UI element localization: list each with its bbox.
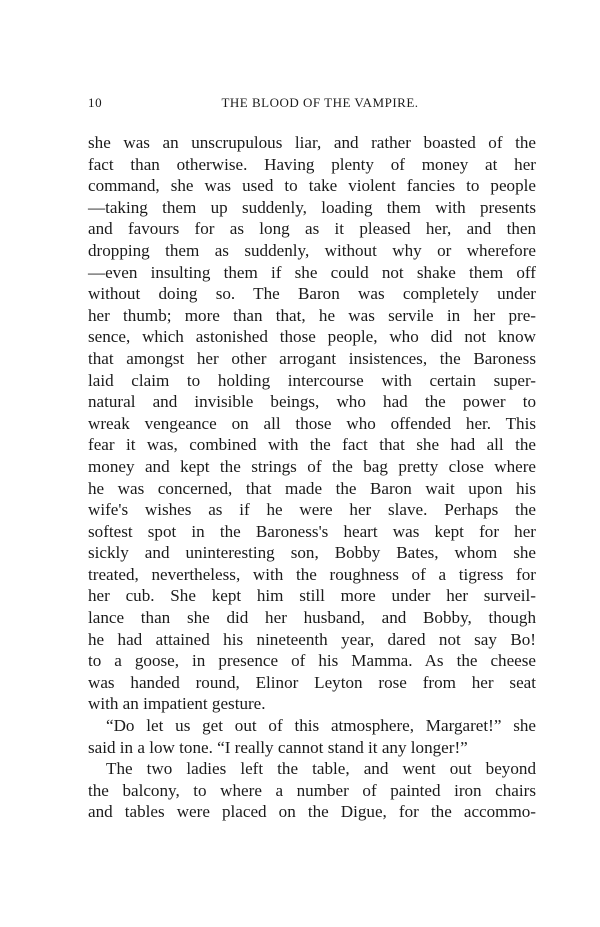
text-line: he was concerned, that made the Baron wait upon his <box>88 478 536 498</box>
text-line: The two ladies left the table, and went out beyond <box>106 759 536 779</box>
text-line: lance than she did her husband, and Bobby, though <box>88 608 536 628</box>
text-line: natural and invisible beings, who had the power to <box>88 392 536 412</box>
text-line: sence, which astonished those people, who did not know <box>88 327 536 347</box>
text-line: the balcony, to where a number of painted iron chairs <box>88 780 536 800</box>
text-line: sickly and uninteresting son, Bobby Bates, whom she <box>88 543 536 563</box>
text-line: money and kept the strings of the bag pretty close where <box>88 456 536 476</box>
text-line: with an impatient gesture. <box>88 694 266 714</box>
text-line: was handed round, Elinor Leyton rose from her seat <box>88 672 536 692</box>
text-line: dropping them as suddenly, without why or wherefore <box>88 240 536 260</box>
text-line: —even insulting them if she could not shake them off <box>88 262 536 282</box>
text-line: to a goose, in presence of his Mamma. As the cheese <box>88 651 536 671</box>
text-line: treated, nevertheless, with the roughness of a tigress for <box>88 564 536 584</box>
running-title: THE BLOOD OF THE VAMPIRE. <box>221 95 419 110</box>
text-line: he had attained his nineteenth year, dared not say Bo! <box>88 629 536 649</box>
text-line: softest spot in the Baroness's heart was kept for her <box>88 521 536 541</box>
text-line: —taking them up suddenly, loading them with presents <box>88 197 536 217</box>
text-line: that amongst her other arrogant insistences, the Baroness <box>88 348 536 368</box>
page-header <box>88 95 534 113</box>
text-line: fact than otherwise. Having plenty of money at her <box>88 154 536 174</box>
text-line: laid claim to holding intercourse with certain super- <box>88 370 536 390</box>
text-line: said in a low tone. “I really cannot stand it any longer!” <box>88 737 468 757</box>
text-line: wife's wishes as if he were her slave. Perhaps the <box>88 500 536 520</box>
text-line: and favours for as long as it pleased her, and then <box>88 219 536 239</box>
text-line: fear it was, combined with the fact that she had all the <box>88 435 536 455</box>
body-text <box>88 132 536 823</box>
text-line: her thumb; more than that, he was servile in her pre- <box>88 305 536 325</box>
text-line: and tables were placed on the Digue, for the accommo- <box>88 802 536 822</box>
text-line: her cub. She kept him still more under her surveil- <box>88 586 536 606</box>
text-line: command, she was used to take violent fancies to people <box>88 176 536 196</box>
text-line: without doing so. The Baron was completely under <box>88 284 536 304</box>
page-number: 10 <box>88 95 103 110</box>
text-line: “Do let us get out of this atmosphere, Margaret!” she <box>106 716 536 736</box>
text-line: she was an unscrupulous liar, and rather boasted of the <box>88 133 536 152</box>
text-line: wreak vengeance on all those who offended her. This <box>88 413 536 433</box>
